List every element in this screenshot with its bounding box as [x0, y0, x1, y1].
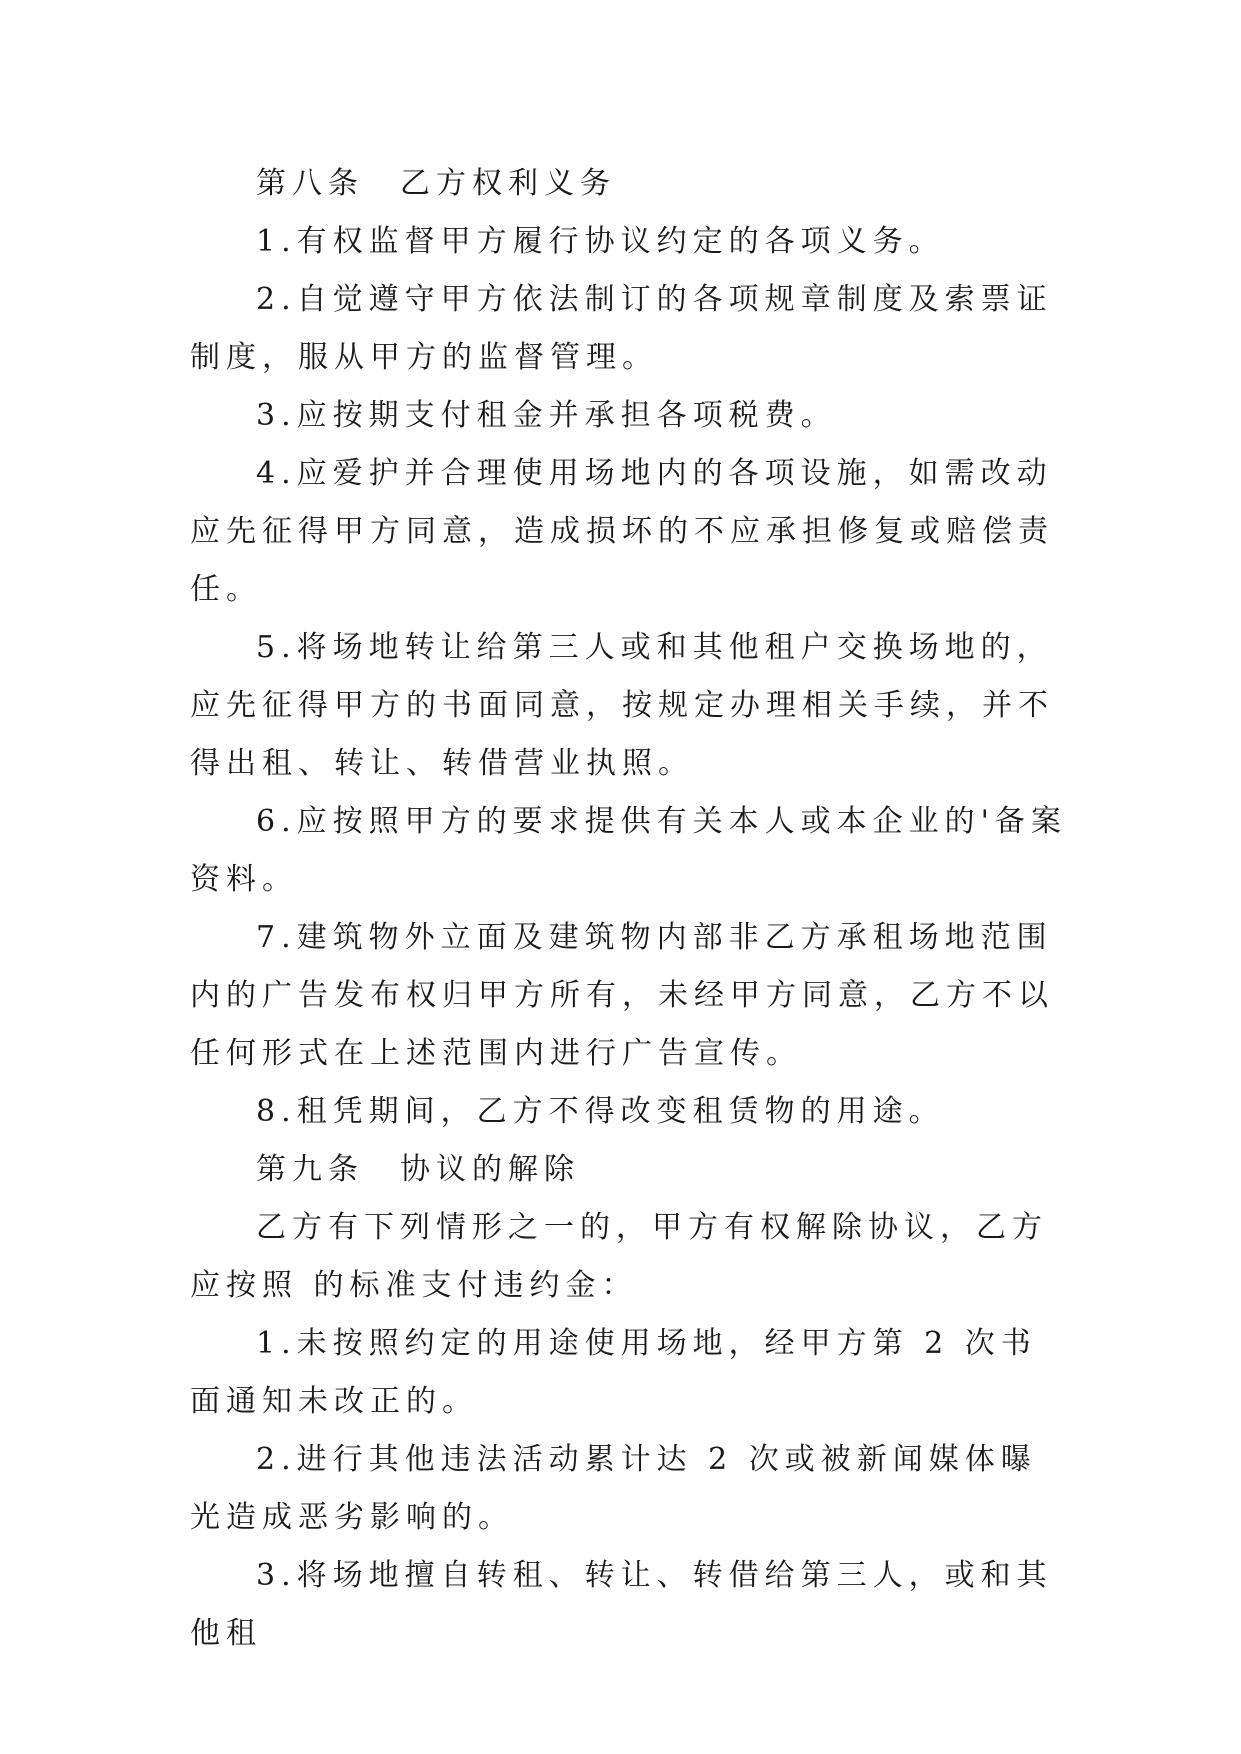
paragraph-9-2: 2.进行其他违法活动累计达 2 次或被新闻媒体曝光造成恶劣影响的。 [190, 1442, 1037, 1535]
paragraph-8-3: 3.应按期支付租金并承担各项税费。 [256, 398, 837, 433]
paragraph-8-4: 4.应爱护并合理使用场地内的各项设施，如需改动应先征得甲方同意，造成损坏的不应承担修复或赔偿责任。 [190, 456, 1054, 607]
paragraph-9-3: 3.将场地擅自转租、转让、转借给第三人，或和其他租 [190, 1558, 1053, 1651]
section-heading-9: 第九条 协议的解除 [256, 1152, 580, 1187]
paragraph-8-7: 7.建筑物外立面及建筑物内部非乙方承租场地范围内的广告发布权归甲方所有，未经甲方同意，乙方不以任何形式在上述范围内进行广告宣传。 [190, 920, 1054, 1071]
paragraph-8-1: 1.有权监督甲方履行协议约定的各项义务。 [256, 224, 945, 259]
paragraph-8-6: 6.应按照甲方的要求提供有关本人或本企业的'备案资料。 [190, 804, 1067, 897]
section-heading-8: 第八条 乙方权利义务 [256, 166, 616, 201]
paragraph-8-8: 8.租凭期间，乙方不得改变租赁物的用途。 [256, 1094, 945, 1129]
paragraph-9-1: 1.未按照约定的用途使用场地，经甲方第 2 次书面通知未改正的。 [190, 1326, 1037, 1419]
document-body [190, 155, 1070, 1663]
paragraph-8-5: 5.将场地转让给第三人或和其他租户交换场地的，应先征得甲方的书面同意，按规定办理相关手续，并不得出租、转让、转借营业执照。 [190, 630, 1054, 781]
paragraph-9-intro: 乙方有下列情形之一的，甲方有权解除协议，乙方应按照 的标准支付违约金： [190, 1210, 1048, 1303]
paragraph-8-2: 2.自觉遵守甲方依法制订的各项规章制度及索票证制度，服从甲方的监督管理。 [190, 282, 1053, 375]
